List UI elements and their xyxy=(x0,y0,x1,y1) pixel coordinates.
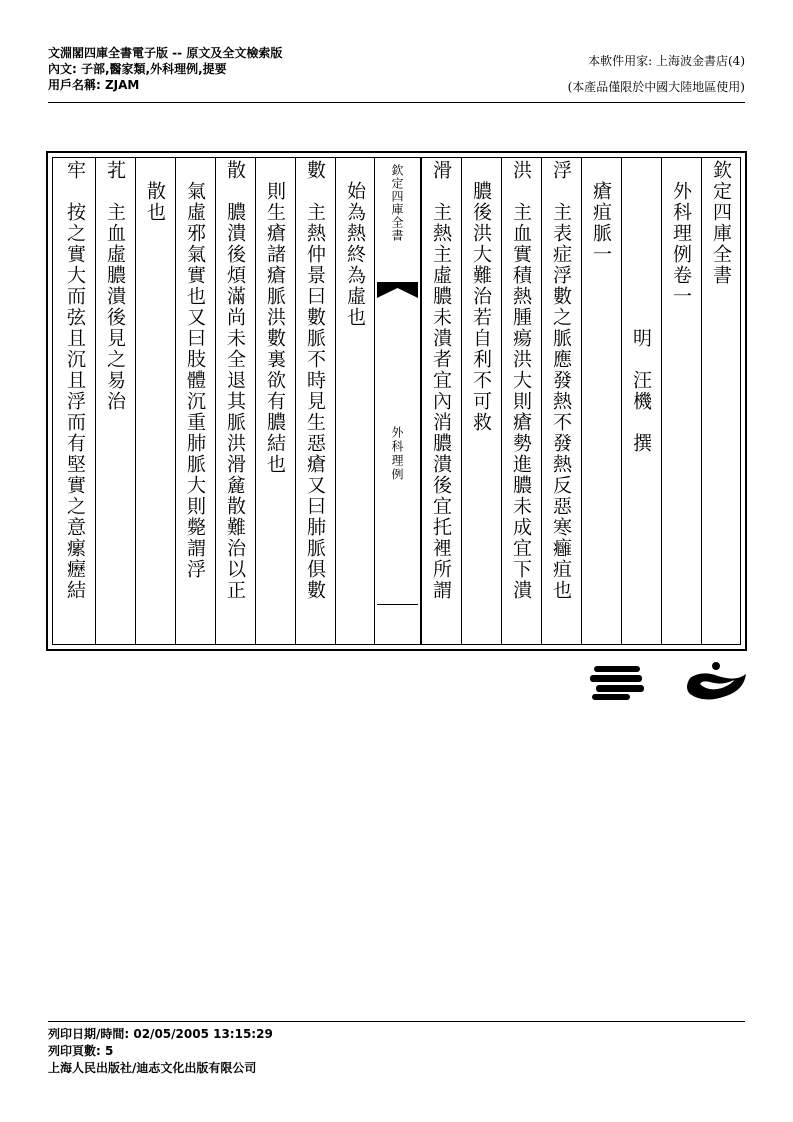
header-left xyxy=(48,45,282,93)
header-rule xyxy=(48,102,745,103)
publisher-seal-icon xyxy=(590,660,750,704)
fish-tail-mark-icon xyxy=(377,282,418,298)
text-column xyxy=(661,158,701,644)
column-text: 始為熱終為虛也 xyxy=(344,160,366,328)
footer xyxy=(48,1026,273,1077)
text-column xyxy=(255,158,295,644)
text-column xyxy=(421,158,461,644)
column-text: 則生瘡諸瘡脈洪數裏欲有膿結也 xyxy=(264,160,286,475)
text-column xyxy=(335,158,375,644)
text-column xyxy=(621,158,661,644)
column-text: 散 膿潰後煩滿尚未全退其脈洪滑麄散難治以正 xyxy=(224,160,246,601)
header-right xyxy=(568,48,745,100)
text-column xyxy=(501,158,541,644)
column-text: 洪 主血實積熱腫瘍洪大則瘡勢進膿未成宜下潰 xyxy=(510,160,532,601)
column-text: 欽定四庫全書 xyxy=(710,160,732,286)
footer-print-pages: 列印頁數: 5 xyxy=(48,1044,114,1058)
column-text: 數 主熱仲景曰數脈不時見生惡瘡又曰肺脈俱數 xyxy=(304,160,326,601)
header-content-path: 內文: 子部,醫家類,外科理例,提要 xyxy=(48,62,227,76)
text-column xyxy=(581,158,621,644)
column-text: 芤 主血虛膿潰後見之易治 xyxy=(104,160,126,412)
text-column xyxy=(541,158,581,644)
header-region-note: (本產品僅限於中國大陸地區使用) xyxy=(567,80,745,94)
text-column xyxy=(701,158,741,644)
column-text: 浮 主表症浮數之脈應發熱不發熱反惡寒癰疽也 xyxy=(550,160,572,601)
text-column xyxy=(215,158,255,644)
text-block xyxy=(52,157,741,645)
text-column xyxy=(95,158,135,644)
text-column xyxy=(295,158,335,644)
center-banner xyxy=(374,158,421,644)
column-text: 外科理例卷一 xyxy=(670,160,692,307)
column-text: 氣虛邪氣實也又曰肢體沉重肺脈大則斃謂浮 xyxy=(184,160,206,580)
column-text: 滑 主熱主虛膿未潰者宜內消膿潰後宜托裡所謂 xyxy=(430,160,452,601)
footer-rule xyxy=(48,1021,745,1022)
text-column xyxy=(55,158,95,644)
text-column xyxy=(135,158,175,644)
column-text: 明 汪機 撰 xyxy=(630,160,652,454)
banner-section-name: 外科理例 xyxy=(390,426,404,482)
column-text: 散也 xyxy=(144,160,166,223)
text-column xyxy=(175,158,215,644)
footer-print-datetime: 列印日期/時間: 02/05/2005 13:15:29 xyxy=(48,1027,273,1041)
header-username: 用戶名稱: ZJAM xyxy=(48,78,140,92)
footer-publisher: 上海人民出版社/迪志文化出版有限公司 xyxy=(48,1061,257,1075)
banner-library-name: 欽定四庫全書 xyxy=(390,164,404,242)
banner-rule xyxy=(377,604,418,605)
header-title: 文淵閣四庫全書電子版 -- 原文及全文檢索版 xyxy=(48,46,283,60)
header-licensee: 本軟件用家: 上海波金書店(4) xyxy=(588,54,745,68)
column-text: 膿後洪大難治若自利不可救 xyxy=(470,160,492,433)
text-column xyxy=(461,158,501,644)
column-text: 瘡疽脈一 xyxy=(590,160,612,265)
column-text: 牢 按之實大而弦且沉且浮而有堅實之意瘰癧結 xyxy=(64,160,86,601)
